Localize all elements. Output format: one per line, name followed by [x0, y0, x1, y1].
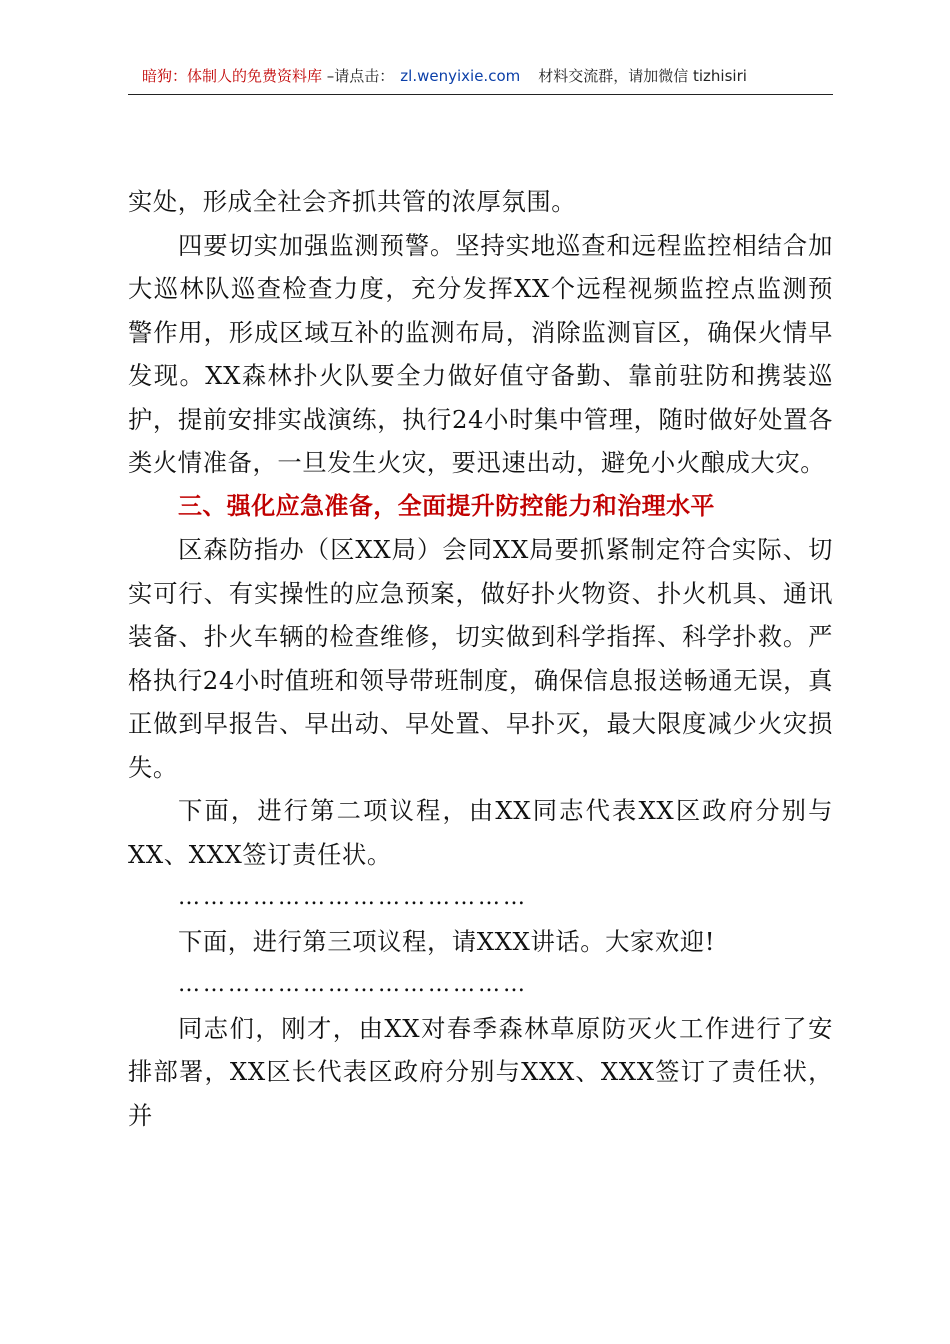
header-group-note: 材料交流群，请加微信 tizhisiri — [538, 67, 747, 85]
paragraph-closing: 同志们，刚才，由XX对春季森林草原防灭火工作进行了安排部署，XX区长代表区政府分别与XXX、XXX签订了责任状，并 — [128, 1013, 833, 1130]
paragraph-agenda-three: 下面，进行第三项议程，请XXX讲话。大家欢迎! — [178, 926, 716, 956]
paragraph-agenda-two: 下面，进行第二项议程，由XX同志代表XX区政府分别与XX、XXX签订责任状。 — [128, 796, 833, 869]
paragraph-continuation: 实处，形成全社会齐抓共管的浓厚氛围。 — [128, 187, 577, 216]
header-link[interactable]: zl.wenyixie.com — [400, 67, 521, 85]
ellipsis-divider: …………………………………… — [178, 885, 528, 910]
paragraph-monitoring: 四要切实加强监测预警。坚持实地巡查和远程监控相结合加大巡林队巡查检查力度，充分发挥XX个远程视频监控点监测预警作用，形成区域互补的监测布局，消除监测盲区，确保火情早发现。XX森林扑火队要全力做好值守备勤、靠前驻防和携装巡护，提前安排实战演练，执行24小时集中管理，随时做好处置各类火情准备，一旦发生火灾，要迅速出动，避免小火酿成大灾。 — [128, 230, 833, 477]
header-brand: 暗狗：体制人的免费资料库 — [142, 67, 323, 85]
ellipsis-divider: …………………………………… — [178, 972, 528, 997]
section-heading: 三、强化应急准备，全面提升防控能力和治理水平 — [178, 491, 715, 520]
paragraph-emergency: 区森防指办（区XX局）会同XX局要抓紧制定符合实际、切实可行、有实操性的应急预案，做好扑火物资、扑火机具、通讯装备、扑火车辆的检查维修，切实做到科学指挥、科学扑救。严格执行24小时值班和领导带班制度，确保信息报送畅通无误，真正做到早报告、早出动、早处置、早扑灭，最大限度减少火灾损失。 — [128, 535, 833, 782]
document-body — [128, 180, 833, 1137]
header-separator: –请点击： — [322, 67, 395, 85]
page-header — [128, 62, 833, 95]
